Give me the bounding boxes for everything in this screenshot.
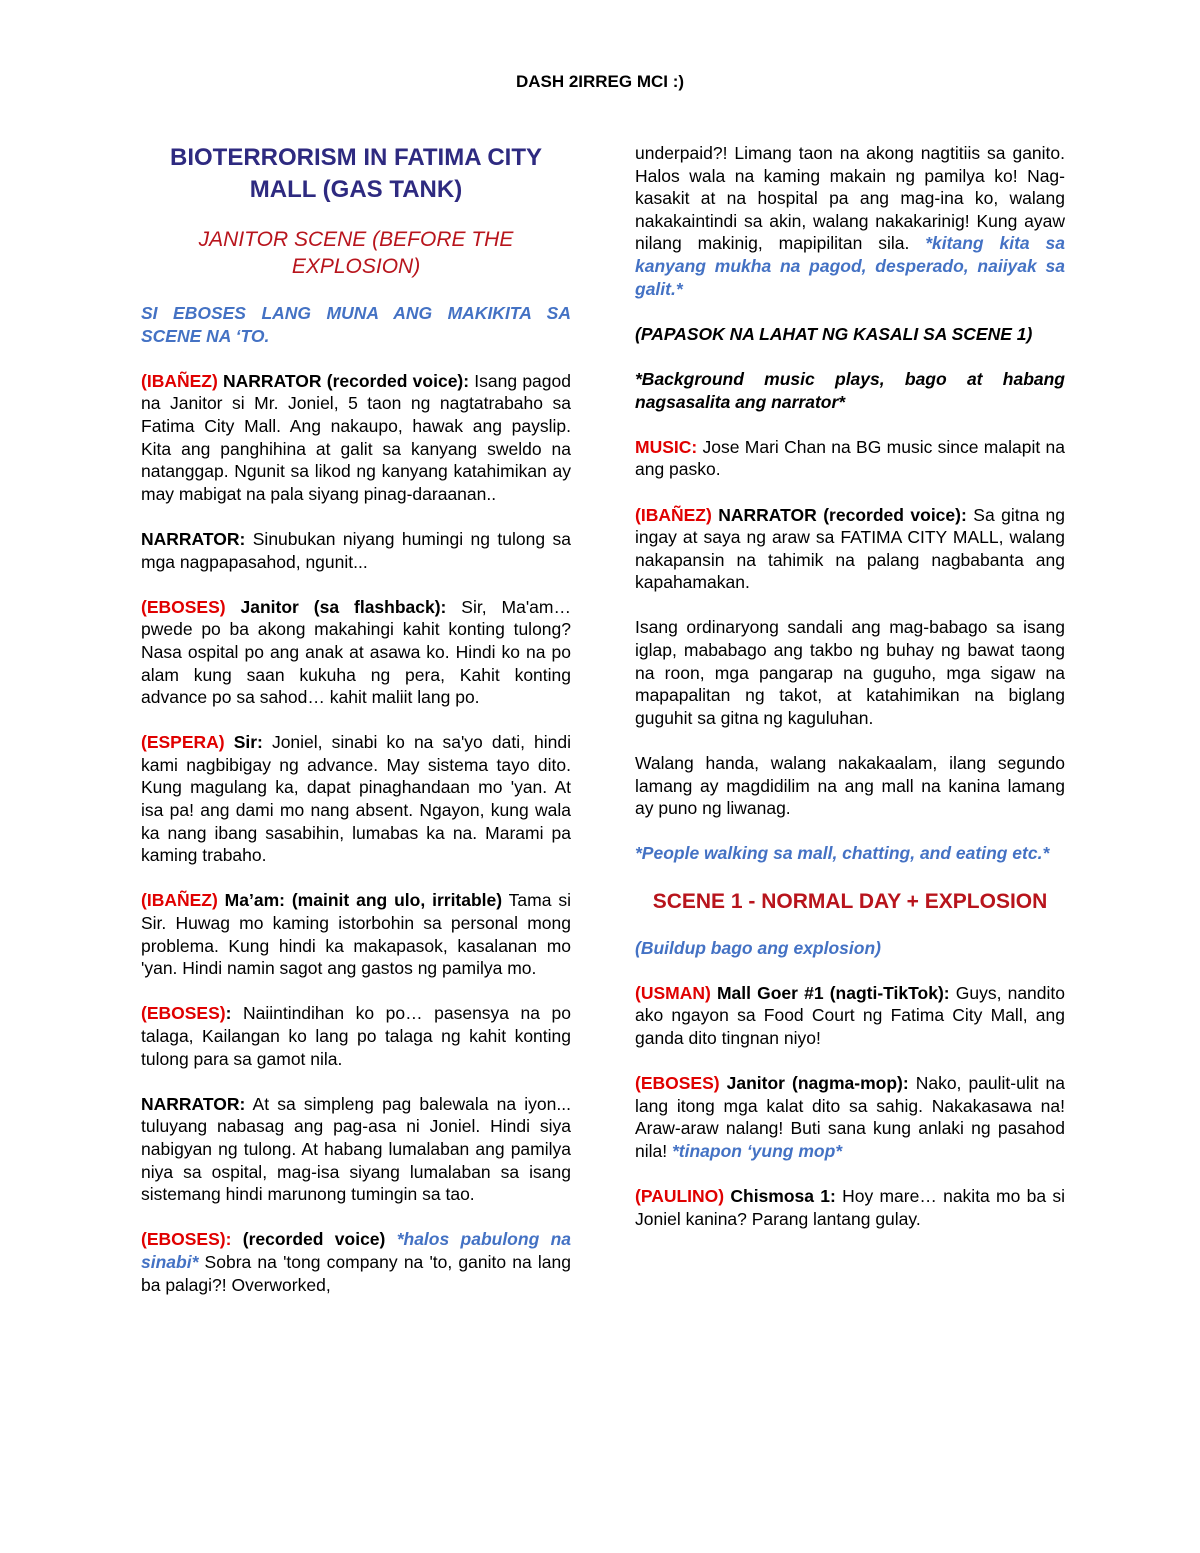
- actor-tag: (EBOSES): [141, 596, 226, 617]
- actor-tag: (EBOSES):: [141, 1229, 232, 1250]
- document-title: BIOTERRORISM IN FATIMA CITY MALL (GAS TANK): [170, 144, 542, 203]
- dialogue: Naiintindihan ko po… pasensya na po talaga, Kailangan ko lang po talaga ng kahit konting tulong para sa gamot nila.: [141, 1003, 571, 1069]
- dialogue: Tama si Sir. Huwag mo kaming istorbohin sa personal mong problema. Kung hindi ka makapasok, kasalanan mo 'yan. Hindi namin sagot ang gastos ng pamilya mo.: [141, 890, 571, 979]
- dialogue: Jose Mari Chan na BG music since malapit na ang pasko.: [635, 436, 1065, 480]
- stage-note: *People walking sa mall, chatting, and eating etc.*: [635, 843, 1050, 864]
- script-line: [141, 731, 571, 867]
- speaker: Janitor (sa flashback):: [225, 596, 447, 617]
- stage-note: SI EBOSES LANG MUNA ANG MAKIKITA SA SCENE NA ‘TO.: [141, 303, 571, 346]
- speaker: NARRATOR:: [141, 528, 246, 549]
- stage-note: *Background music plays, bago at habang nagsasalita ang narrator*: [635, 368, 1065, 412]
- dialogue: Guys, nandito ako ngayon sa Food Court ng Fatima City Mall, ang ganda dito tingnan niyo!: [635, 982, 1065, 1048]
- script-line: [141, 596, 571, 709]
- actor-tag: (IBAÑEZ): [141, 370, 218, 391]
- janitor-scene-heading: JANITOR SCENE (BEFORE THE EXPLOSION): [198, 228, 514, 278]
- actor-tag: (EBOSES): [635, 1073, 720, 1094]
- script-line: [635, 504, 1065, 594]
- stage-note: (Buildup bago ang explosion): [635, 937, 881, 958]
- speaker: Chismosa 1:: [724, 1186, 836, 1207]
- script-line: [141, 370, 571, 506]
- speaker: Janitor (nagma-mop):: [719, 1073, 909, 1094]
- actor-tag: (IBAÑEZ): [635, 504, 712, 525]
- dialogue: Joniel, sinabi ko na sa'yo dati, hindi kami nagbibigay ng advance. May sistema tayo dito. Kung magulang ka, dapat pinaghandaan mo 'yan. At isa pa! ang dami mo nang absent. Ngayon, kung wala ka nang ibang sasabihin, lumabas ka na. Marami pa kaming trabaho.: [141, 732, 571, 866]
- left-column: [141, 142, 571, 1319]
- dialogue: Sinubukan niyang humingi ng tulong sa mga nagpapasahod, ngunit...: [141, 528, 571, 572]
- script-line: [141, 1228, 571, 1296]
- speaker: Mall Goer #1 (nagti-TikTok):: [710, 982, 950, 1003]
- script-line: [635, 1185, 1065, 1230]
- narration: Walang handa, walang nakakaalam, ilang segundo lamang ay magdidilim na ang mall na kanina lamang ay puno ng liwanag.: [635, 753, 1065, 819]
- right-column: [635, 142, 1065, 1253]
- dialogue: Hoy mare… nakita mo ba si Joniel kanina? Parang lantang gulay.: [635, 1186, 1065, 1229]
- stage-note: (PAPASOK NA LAHAT NG KASALI SA SCENE 1): [635, 323, 1033, 344]
- stage-direction: *tinapon ‘yung mop*: [671, 1140, 843, 1161]
- speaker: (recorded voice): [231, 1229, 386, 1250]
- speaker: NARRATOR (recorded voice):: [217, 370, 470, 391]
- script-line: [141, 1002, 571, 1070]
- narration: Isang ordinaryong sandali ang mag-babago sa isang iglap, mababago ang takbo ng buhay ng bawat taong na roon, mga pangarap na guguho, mga sigaw na mapapalitan ng takot, at katahimikan na biglang guguhit sa gitna ng kaguluhan.: [635, 617, 1065, 728]
- dialogue: Sobra na 'tong company na 'to, ganito na lang ba palagi?! Overworked,: [141, 1251, 571, 1295]
- stage-direction: *halos pabulong na sinabi*: [141, 1229, 571, 1272]
- dialogue: underpaid?! Limang taon na akong nagtitiis sa ganito. Halos wala na kaming makain ng pamilya ko! Nag-kasakit at na hospital pa ang mag-ina ko, walang nakakaintindi sa akin, walang nakakarinig! Kung ayaw nilang makinig, mapipilitan sila.: [635, 143, 1065, 254]
- speaker: NARRATOR (recorded voice):: [711, 504, 967, 525]
- page-header: DASH 2IRREG MCI :): [515, 72, 685, 91]
- dialogue: Sa gitna ng ingay at saya ng araw sa FATIMA CITY MALL, walang nakapansin na tahimik na palang nagbabanta ang kapahamakan.: [635, 504, 1065, 593]
- speaker: NARRATOR:: [141, 1093, 246, 1114]
- speaker: :: [225, 1003, 232, 1024]
- script-line: [635, 436, 1065, 481]
- script-line: [635, 142, 1065, 300]
- actor-tag: (USMAN): [635, 982, 711, 1003]
- actor-tag: (EBOSES): [141, 1003, 226, 1024]
- dialogue: Sir, Ma'am… pwede po ba akong makahingi kahit konting tulong? Nasa ospital po ang anak at asawa ko. Hindi ko na po alam kung saan kukuha ng pera, Kahit konting advance po sa sahod… kahit maliit lang po.: [141, 596, 571, 708]
- script-line: [141, 1093, 571, 1206]
- dialogue: Nako, paulit-ulit na lang itong mga kalat dito sa sahig. Nakakasawa na! Araw-araw nalang! Buti sana kung anlaki ng pasahod nila!: [635, 1073, 1065, 1161]
- stage-direction: *kitang kita sa kanyang mukha na pagod, desperado, naiiyak sa galit.*: [635, 233, 1065, 299]
- dialogue: At sa simpleng pag balewala na iyon... tuluyang nabasag ang pag-asa ni Joniel. Hindi siya nabigyan ng tulong. At habang lumalaban ang pamilya niya sa ospital, mag-isa siyang lumalaban sa isang sistemang hindi marunong tumingin sa tao.: [141, 1093, 571, 1205]
- speaker: Ma’am: (mainit ang ulo, irritable): [217, 890, 503, 911]
- speaker: Sir:: [224, 732, 263, 753]
- script-line: [141, 528, 571, 573]
- script-line: [141, 889, 571, 979]
- actor-tag: (IBAÑEZ): [141, 890, 218, 911]
- scene-1-heading: SCENE 1 - NORMAL DAY + EXPLOSION: [652, 889, 1048, 913]
- script-line: [635, 1072, 1065, 1162]
- script-line: [635, 982, 1065, 1050]
- actor-tag: (ESPERA): [141, 732, 225, 753]
- actor-tag: (PAULINO): [635, 1186, 725, 1207]
- actor-tag: MUSIC:: [635, 436, 698, 457]
- dialogue: Isang pagod na Janitor si Mr. Joniel, 5 taon ng nagtatrabaho sa Fatima City Mall. Ang nakaupo, hawak ang payslip. Kita ang panghihina at galit sa kanyang sweldo na natanggap. Ngunit sa likod ng kanyang katahimikan ay may mabigat na pala siyang pinag-daraanan..: [141, 370, 571, 504]
